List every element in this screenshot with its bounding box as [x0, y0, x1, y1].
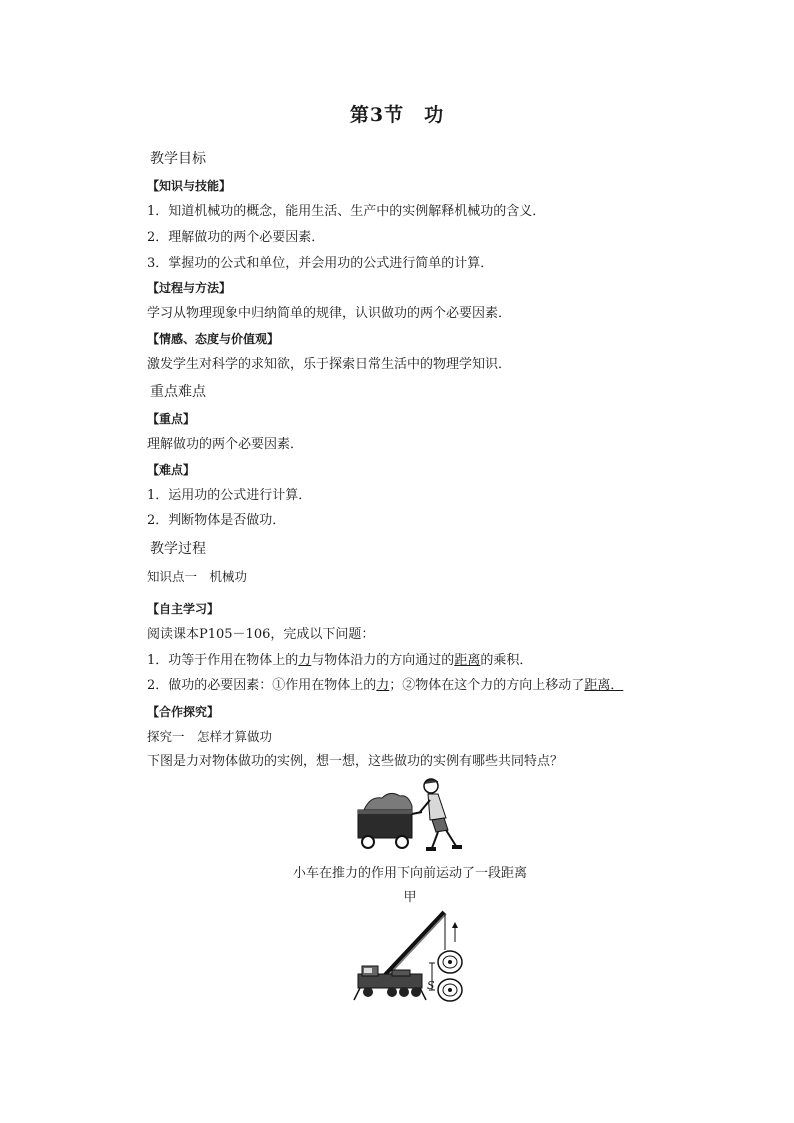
boy-pushing-cart-figure — [352, 776, 472, 854]
emotion-heading: 【情感、态度与价值观】 — [147, 332, 280, 346]
coop-heading: 【合作探究】 — [147, 705, 220, 719]
q2-answer-force: 力 — [376, 678, 390, 693]
q1-mid: 与物体沿力的方向通过的 — [311, 653, 455, 668]
keypoints-heading: 重点难点 — [150, 384, 206, 400]
process-text: 学习从物理现象中归纳简单的规律，认识做功的两个必要因素． — [147, 306, 512, 321]
teaching-process-heading: 教学过程 — [150, 541, 206, 557]
difficult-heading: 【难点】 — [147, 463, 196, 477]
reading-instruction: 阅读课本P105－106，完成以下问题： — [147, 627, 375, 642]
key-heading: 【重点】 — [147, 412, 196, 426]
q1-prefix: 1．功等于作用在物体上的 — [147, 653, 299, 668]
q1-answer-force: 力 — [298, 653, 312, 668]
explore-question: 下图是力对物体做功的实例，想一想，这些做功的实例有哪些共同特点？ — [147, 754, 564, 769]
q1-answer-distance: 距离 — [454, 653, 481, 668]
objectives-heading: 教学目标 — [150, 151, 206, 167]
q2-prefix: 2．做功的必要因素：①作用在物体上的 — [147, 678, 377, 693]
question-1 — [147, 652, 532, 670]
knowledge-item-1: 1．知道机械功的概念，能用生活、生产中的实例解释机械功的含义． — [147, 204, 546, 219]
knowledge-point-1: 知识点一 机械功 — [147, 569, 248, 584]
self-study-heading: 【自主学习】 — [147, 602, 220, 616]
q2-mid: ；②物体在这个力的方向上移动了 — [389, 678, 585, 693]
knowledge-item-2: 2．理解做功的两个必要因素． — [147, 230, 325, 245]
difficult-item-1: 1．运用功的公式进行计算． — [147, 488, 312, 503]
question-2 — [147, 677, 623, 695]
knowledge-item-3: 3．掌握功的公式和单位，并会用功的公式进行简单的计算． — [147, 256, 494, 271]
figure-1-caption: 小车在推力的作用下向前运动了一段距离 — [292, 866, 527, 881]
process-heading: 【过程与方法】 — [147, 281, 232, 295]
q2-answer-distance: 距离． — [584, 678, 624, 693]
page-title: 第3节 功 — [349, 104, 445, 126]
crane-lifting-figure — [352, 908, 472, 1004]
distance-s-label: S — [427, 979, 435, 992]
q1-suffix: 的乘积． — [480, 653, 533, 668]
explore-1: 探究一 怎样才算做功 — [147, 729, 273, 744]
figure-1-label: 甲 — [403, 890, 417, 905]
key-text: 理解做功的两个必要因素． — [147, 437, 304, 452]
emotion-text: 激发学生对科学的求知欲，乐于探索日常生活中的物理学知识． — [147, 357, 512, 372]
knowledge-heading: 【知识与技能】 — [147, 179, 232, 193]
difficult-item-2: 2．判断物体是否做功． — [147, 513, 286, 528]
